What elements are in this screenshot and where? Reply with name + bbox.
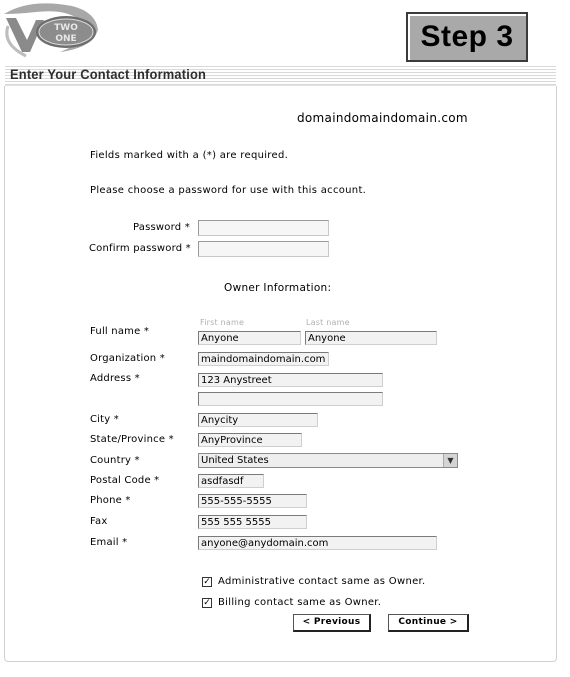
billing-same-checkbox[interactable]: ✓ (203, 598, 211, 608)
confirm-password-label: Confirm password * (89, 243, 191, 254)
password-prompt: Please choose a password for use with this account. (90, 185, 367, 196)
password-input[interactable] (198, 220, 329, 236)
billing-same-label: Billing contact same as Owner. (218, 597, 382, 608)
fax-input[interactable] (198, 515, 307, 529)
organization-label: Organization * (90, 353, 165, 364)
logo-text-two: TWO (54, 23, 78, 33)
phone-input[interactable] (198, 494, 307, 508)
address-line2-input[interactable] (198, 392, 383, 406)
step-indicator: Step 3 (406, 12, 528, 62)
email-label: Email * (90, 537, 128, 548)
full-name-label: Full name * (90, 326, 150, 337)
last-name-input[interactable] (305, 331, 437, 345)
password-label: Password * (133, 222, 190, 233)
phone-label: Phone * (90, 495, 131, 506)
previous-button[interactable]: < Previous (293, 614, 371, 632)
confirm-password-input[interactable] (198, 241, 329, 257)
address-line1-input[interactable] (198, 373, 383, 387)
postal-code-label: Postal Code * (90, 475, 160, 486)
city-input[interactable] (198, 413, 318, 427)
required-note: Fields marked with a (*) are required. (90, 150, 289, 161)
first-name-input[interactable] (198, 331, 301, 345)
country-select[interactable] (198, 453, 458, 468)
country-label: Country * (90, 455, 140, 466)
admin-same-checkbox[interactable]: ✓ (203, 577, 211, 587)
city-label: City * (90, 414, 119, 425)
state-input[interactable] (198, 433, 302, 447)
last-name-hint: Last name (306, 318, 350, 327)
address-label: Address * (90, 373, 140, 384)
continue-button[interactable]: Continue > (388, 614, 469, 632)
fax-label: Fax (90, 516, 108, 527)
logo-text-one: ONE (55, 34, 77, 44)
domain-name: domaindomaindomain.com (297, 111, 468, 125)
owner-heading: Owner Information: (224, 282, 332, 294)
first-name-hint: First name (200, 318, 245, 327)
section-title: Enter Your Contact Information (10, 66, 207, 82)
two-one-logo (0, 0, 104, 62)
organization-input[interactable] (198, 352, 329, 366)
country-select-value: United States (201, 455, 269, 466)
postal-code-input[interactable] (198, 474, 264, 488)
state-label: State/Province * (90, 434, 174, 445)
admin-same-label: Administrative contact same as Owner. (218, 576, 426, 587)
email-input[interactable] (198, 536, 437, 550)
chevron-down-icon[interactable]: ▼ (443, 454, 457, 467)
